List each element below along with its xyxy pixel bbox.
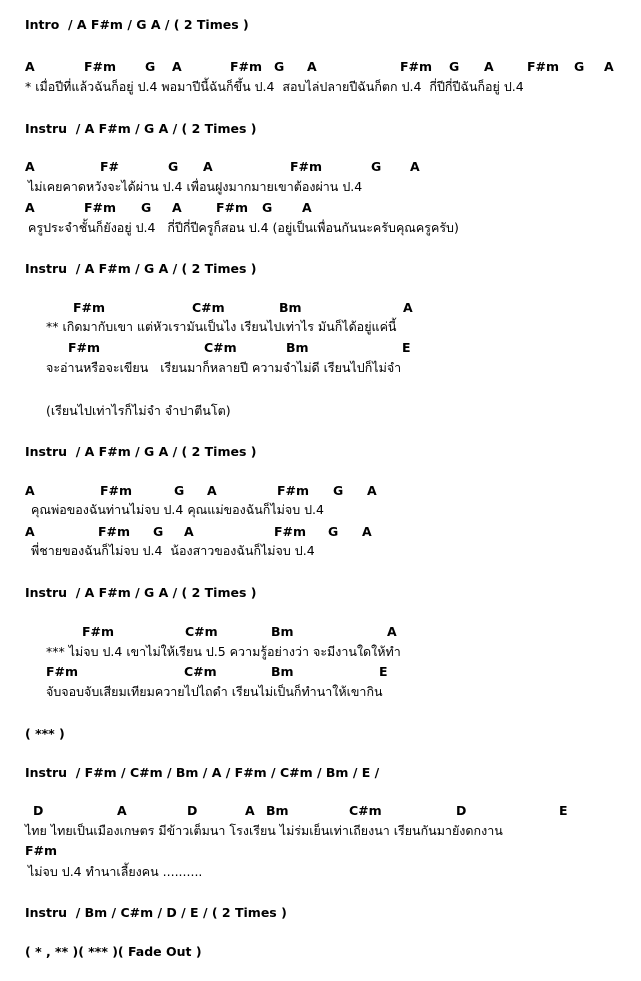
chord: G [333, 483, 344, 498]
lyric-line: ไม่เคยคาดหวังจะได้ผ่าน ป.4 เพื่อนฝูงมากมายเขาต้องผ่าน ป.4 [28, 179, 363, 194]
chord: Bm [266, 803, 289, 818]
chord: F#m [277, 483, 310, 498]
chord: A [307, 59, 317, 74]
section-heading: Instru / A F#m / G A / ( 2 Times ) [25, 585, 257, 600]
chord: A [362, 524, 372, 539]
chord: F#m [290, 159, 323, 174]
chord: G [174, 483, 185, 498]
chord: E [379, 664, 388, 679]
chord: A [484, 59, 494, 74]
chord: A [25, 200, 35, 215]
section-heading: Instru / A F#m / G A / ( 2 Times ) [25, 121, 257, 136]
chord: F#m [84, 59, 117, 74]
section-heading: Intro / A F#m / G A / ( 2 Times ) [25, 17, 249, 32]
lyric-line: จับจอบจับเสียมเทียมควายไปไถดำ เรียนไม่เป็นก็ทำนาให้เขากิน [46, 684, 383, 699]
chord: A [172, 200, 182, 215]
chord: A [25, 524, 35, 539]
chord: A [604, 59, 614, 74]
chord: G [145, 59, 156, 74]
chord: F#m [82, 624, 115, 639]
chord: F#m [73, 300, 106, 315]
chord: C#m [349, 803, 382, 818]
lyric-line: (เรียนไปเท่าไรก็ไม่จำ จำปาตีนโต) [46, 403, 231, 418]
chord: G [141, 200, 152, 215]
lyric-line: พี่ชายของฉันก็ไม่จบ ป.4 น้องสาวของฉันก็ไม่จบ ป.4 [31, 543, 315, 558]
chord: C#m [192, 300, 225, 315]
chord: E [559, 803, 568, 818]
chord: F#m [527, 59, 560, 74]
chord: F#m [230, 59, 263, 74]
lyric-line: จะอ่านหรือจะเขียน เรียนมาก็หลายปี ความจำไม่ดี เรียนไปก็ไม่จำ [46, 360, 402, 375]
chord: F#m [25, 843, 58, 858]
section-heading: ( *** ) [25, 726, 65, 741]
chord: A [25, 159, 35, 174]
section-heading: Instru / A F#m / G A / ( 2 Times ) [25, 444, 257, 459]
lyric-line: ครูประจำชั้นก็ยังอยู่ ป.4 กี่ปีกี่ปีครูก็สอน ป.4 (อยู่เป็นเพื่อนกันนะครับคุณครูครับ) [28, 220, 459, 235]
chord: A [25, 59, 35, 74]
chord: G [328, 524, 339, 539]
chord: A [25, 483, 35, 498]
chord: G [274, 59, 285, 74]
section-heading: Instru / F#m / C#m / Bm / A / F#m / C#m / Bm / E / [25, 765, 380, 780]
chord: A [207, 483, 217, 498]
chord: A [403, 300, 413, 315]
chord: A [203, 159, 213, 174]
chord: F#m [46, 664, 79, 679]
lyric-line: *** ไม่จบ ป.4 เขาไม่ให้เรียน ป.5 ความรู้อย่างว่า จะมีงานใดให้ทำ [46, 644, 401, 659]
chord: F# [100, 159, 120, 174]
chord: D [187, 803, 198, 818]
chord: A [367, 483, 377, 498]
chord: A [245, 803, 255, 818]
chord: G [153, 524, 164, 539]
chord: Bm [271, 624, 294, 639]
chord: D [456, 803, 467, 818]
chord: A [410, 159, 420, 174]
chord: Bm [271, 664, 294, 679]
chord: A [387, 624, 397, 639]
chord: F#m [68, 340, 101, 355]
chord: G [168, 159, 179, 174]
chord: A [184, 524, 194, 539]
lyric-line: ** เกิดมากับเขา แต่หัวเรามันเป็นไง เรียนไปเท่าไร มันก็ได้อยู่แค่นี้ [46, 319, 397, 334]
chord: D [33, 803, 44, 818]
section-heading: ( * , ** )( *** )( Fade Out ) [25, 944, 202, 959]
chord: F#m [216, 200, 249, 215]
lyric-line: ไม่จบ ป.4 ทำนาเลี้ยงคน .......... [28, 864, 203, 879]
lyric-line: * เมื่อปีที่แล้วฉันก็อยู่ ป.4 พอมาปีนี้ฉันก็ขึ้น ป.4 สอบไล่ปลายปีฉันก็ตก ป.4 กี่ปีกี่ปีฉันก็อยู่ ป.4 [25, 79, 524, 94]
chord: A [117, 803, 127, 818]
chord: F#m [98, 524, 131, 539]
section-heading: Instru / Bm / C#m / D / E / ( 2 Times ) [25, 905, 287, 920]
chord: Bm [286, 340, 309, 355]
chord: G [574, 59, 585, 74]
chord: G [449, 59, 460, 74]
chord: Bm [279, 300, 302, 315]
chord: E [402, 340, 411, 355]
chord: A [302, 200, 312, 215]
chord: A [172, 59, 182, 74]
chord: C#m [204, 340, 237, 355]
chord: F#m [84, 200, 117, 215]
chord: F#m [274, 524, 307, 539]
section-heading: Instru / A F#m / G A / ( 2 Times ) [25, 261, 257, 276]
chord: F#m [400, 59, 433, 74]
chord: F#m [100, 483, 133, 498]
lyric-line: คุณพ่อของฉันท่านไม่จบ ป.4 คุณแม่ของฉันก็ไม่จบ ป.4 [31, 502, 324, 517]
lyric-line: ไทย ไทยเป็นเมืองเกษตร มีข้าวเต็มนา โรงเรียน ไม่ร่มเย็นเท่าเถียงนา เรียนกันมายังดกงาน [25, 823, 503, 838]
chord: C#m [184, 664, 217, 679]
chord: G [262, 200, 273, 215]
chord: C#m [185, 624, 218, 639]
chord: G [371, 159, 382, 174]
